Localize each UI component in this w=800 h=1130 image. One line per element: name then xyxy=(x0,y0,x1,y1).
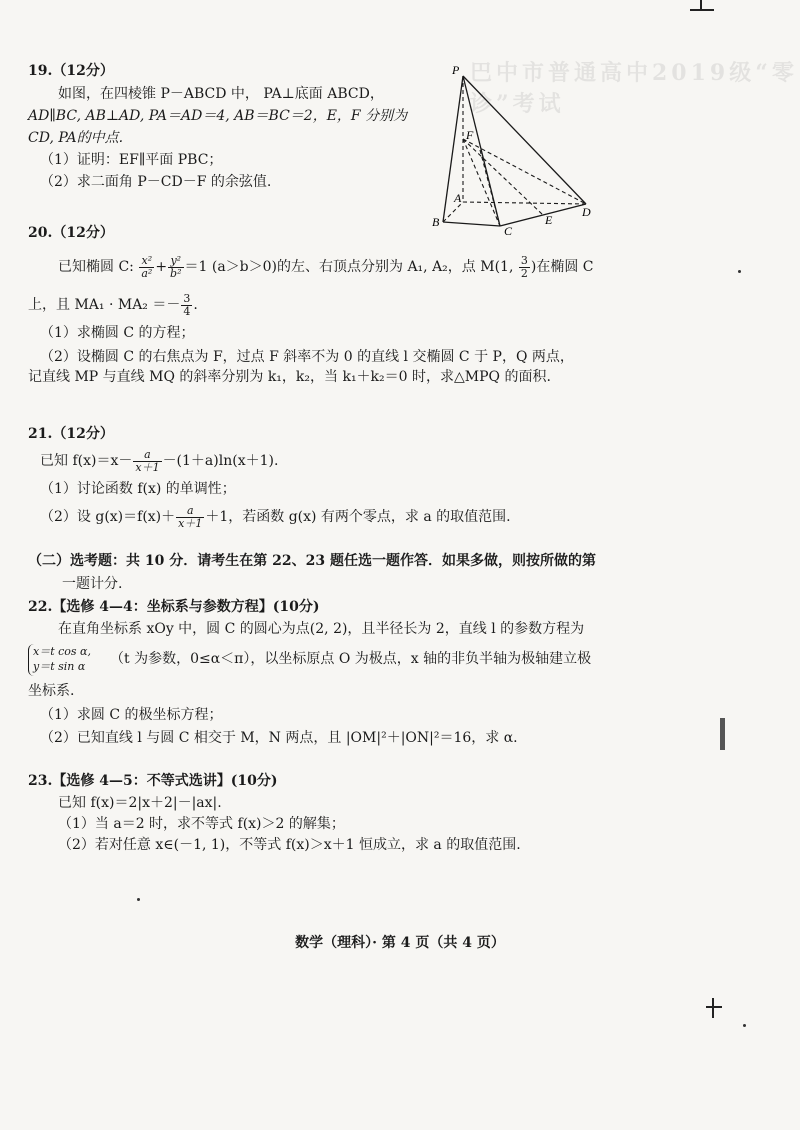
q20-l1-mid: ＝1 (a＞b＞0)的左、右顶点分别为 A₁, A₂，点 M(1, xyxy=(184,259,518,275)
q21-line1 xyxy=(40,446,278,476)
q20-part1: （1）求椭圆 C 的方程； xyxy=(40,325,195,341)
q19-line3: CD, PA的中点. xyxy=(28,130,124,146)
corner-mark-top-bar xyxy=(690,9,714,11)
q22-part1: （1）求圆 C 的极坐标方程； xyxy=(40,707,223,723)
q22-line2: （t 为参数，0≤α＜π），以坐标原点 O 为极点，x 轴的非负半轴为极轴建立极 xyxy=(110,651,592,667)
frac-y2-b2: $\frac{\text{y²}}{\text{b²}}$ xyxy=(170,253,182,280)
q23-header: 23.【选修 4—5：不等式选讲】(10分) xyxy=(28,773,278,789)
q22-part2: （2）已知直线 l 与圆 C 相交于 M，N 两点，且 |OM|²＋|ON|²＝16，求 α. xyxy=(40,730,518,746)
q20-line5: 记直线 MP 与直线 MQ 的斜率分别为 k₁，k₂，当 k₁＋k₂＝0 时，求△MPQ 的面积. xyxy=(28,369,551,385)
label-C: C xyxy=(504,224,513,238)
q20-part2: （2）设椭圆 C 的右焦点为 F，过点 F 斜率不为 0 的直线 l 交椭圆 C 于 P，Q 两点， xyxy=(40,349,574,365)
q20-l1-pre: 已知椭圆 C: xyxy=(58,259,139,275)
bleed-through-text: 巴中市普通高中2019级“零诊”考试 xyxy=(470,60,798,117)
q21-l3-pre: （2）设 g(x)＝f(x)＋ xyxy=(40,509,176,525)
q21-header: 21.（12分） xyxy=(28,426,114,442)
sys-line2: y＝t sin α xyxy=(33,660,86,673)
q23-part1: （1）当 a＝2 时，求不等式 f(x)＞2 的解集； xyxy=(58,816,345,832)
q19-line1: 如图，在四棱锥 P－ABCD 中， PA⊥底面 ABCD， xyxy=(58,86,384,102)
q19-header: 19.（12分） xyxy=(28,63,114,79)
frac-x2-a2: $\frac{\text{x²}}{\text{a²}}$ xyxy=(141,253,153,280)
q21-l1-pre: 已知 f(x)＝x－ xyxy=(40,453,133,469)
q22-header: 22.【选修 4—4：坐标系与参数方程】(10分) xyxy=(28,599,320,615)
section2-line1: （二）选考题：共 10 分．请考生在第 22、23 题任选一题作答．如果多做，则按所做的第 xyxy=(28,553,596,569)
q21-part1: （1）讨论函数 f(x) 的单调性； xyxy=(40,481,236,497)
plus-sign: + xyxy=(155,259,168,275)
sys-line1: x＝t cos α, xyxy=(33,645,91,658)
label-P: P xyxy=(452,63,460,77)
q21-l3-post: ＋1，若函数 g(x) 有两个零点，求 a 的取值范围. xyxy=(205,509,511,525)
frac-a-x1: $\frac{a}{x+1}$ xyxy=(135,447,160,474)
frac-a-x1-b: $\frac{a}{x+1}$ xyxy=(178,503,203,530)
q22-param-system xyxy=(28,644,91,676)
page-footer: 数学（理科）· 第 4 页（共 4 页） xyxy=(295,935,505,951)
corner-mark-bottom-bar xyxy=(706,1006,722,1008)
q19-line2: AD∥BC, AB⊥AD, PA＝AD＝4, AB＝BC＝2，E，F 分别为 xyxy=(28,108,408,124)
q19-part2: （2）求二面角 P－CD－F 的余弦值. xyxy=(40,174,272,190)
speck xyxy=(738,270,741,273)
section2-line2: 一题计分. xyxy=(62,576,123,592)
label-E: E xyxy=(545,213,553,227)
frac-3-2: $\frac{3}{2}$ xyxy=(520,253,528,280)
q22-line1: 在直角坐标系 xOy 中，圆 C 的圆心为点(2, 2)，且半径长为 2，直线 l 的参数方程为 xyxy=(58,621,585,637)
q20-header: 20.（12分） xyxy=(28,225,114,241)
label-B: B xyxy=(432,215,440,229)
q21-part2 xyxy=(40,502,511,532)
q22-line3: 坐标系. xyxy=(28,683,75,699)
label-D: D xyxy=(582,205,591,219)
q20-l1-post: )在椭圆 C xyxy=(530,259,594,275)
label-F: F xyxy=(466,128,474,142)
corner-mark-bottom xyxy=(712,998,714,1018)
speck xyxy=(137,898,140,901)
q19-part1: （1）证明：EF∥平面 PBC； xyxy=(40,152,223,168)
q20-line2 xyxy=(28,290,198,320)
q21-l1-post: －(1＋a)ln(x＋1). xyxy=(162,453,279,469)
side-bar-mark xyxy=(720,718,725,750)
label-A: A xyxy=(454,191,462,205)
q23-line1: 已知 f(x)＝2|x＋2|－|ax|. xyxy=(58,795,222,811)
frac-3-4: $\frac{3}{4}$ xyxy=(183,291,191,318)
q20-l2-pre: 上，且 MA₁ · MA₂ ＝－ xyxy=(28,297,181,313)
q20-l2-post: . xyxy=(193,297,198,313)
q23-part2: （2）若对任意 x∈(－1, 1)，不等式 f(x)＞x＋1 恒成立，求 a 的取值范围. xyxy=(58,837,521,853)
pyramid-figure xyxy=(420,60,600,240)
q20-line1 xyxy=(58,252,593,282)
speck xyxy=(743,1024,746,1027)
